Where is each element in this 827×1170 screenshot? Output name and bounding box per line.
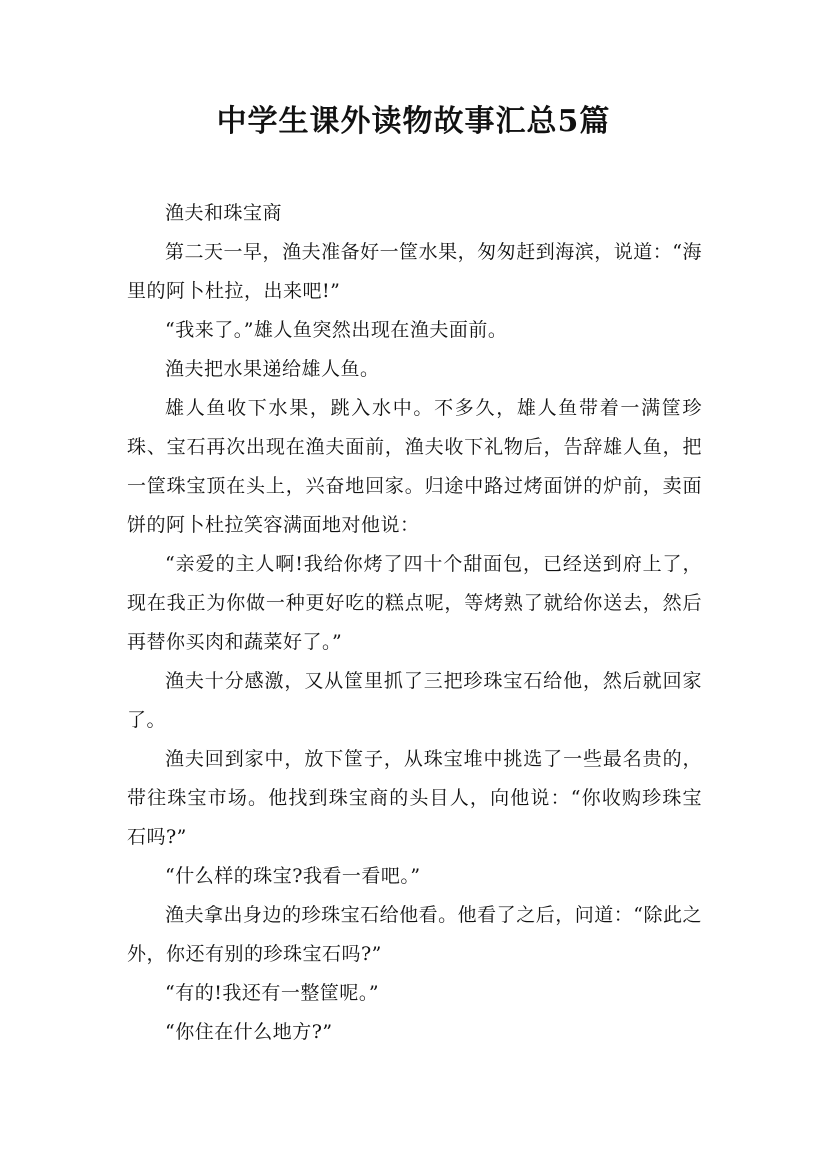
paragraph: 雄人鱼收下水果，跳入水中。不多久，雄人鱼带着一满筐珍珠、宝石再次出现在渔夫面前，渔夫收下礼物后，告辞雄人鱼，把一筐珠宝顶在头上，兴奋地回家。归途中路过烤面饼的炉前，卖面饼的阿卜杜拉笑容满面地对他说： <box>127 397 702 536</box>
paragraph: “亲爱的主人啊!我给你烤了四十个甜面包，已经送到府上了，现在我正为你做一种更好吃的糕点呢，等烤熟了就给你送去，然后再替你买肉和蔬菜好了。” <box>127 553 702 653</box>
paragraph: 渔夫回到家中，放下筐子，从珠宝堆中挑选了一些最名贵的，带往珠宝市场。他找到珠宝商的头目人，向他说：“你收购珍珠宝石吗?” <box>127 748 702 848</box>
paragraph: 渔夫拿出身边的珍珠宝石给他看。他看了之后，问道：“除此之外，你还有别的珍珠宝石吗?” <box>127 904 702 965</box>
paragraph: 渔夫和珠宝商 <box>165 202 283 224</box>
paragraph: “我来了。”雄人鱼突然出现在渔夫面前。 <box>165 319 508 341</box>
paragraph: “什么样的珠宝?我看一看吧。” <box>165 865 421 887</box>
paragraph: “有的!我还有一整筐呢。” <box>165 982 380 1004</box>
document-body <box>127 194 702 1052</box>
paragraph: 第二天一早，渔夫准备好一筐水果，匆匆赶到海滨，说道：“海里的阿卜杜拉，出来吧!” <box>127 241 702 302</box>
paragraph: “你住在什么地方?” <box>165 1021 333 1043</box>
document-title: 中学生课外读物故事汇总5篇 <box>216 104 611 139</box>
paragraph: 渔夫十分感激，又从筐里抓了三把珍珠宝石给他，然后就回家了。 <box>127 670 702 731</box>
paragraph: 渔夫把水果递给雄人鱼。 <box>165 358 380 380</box>
